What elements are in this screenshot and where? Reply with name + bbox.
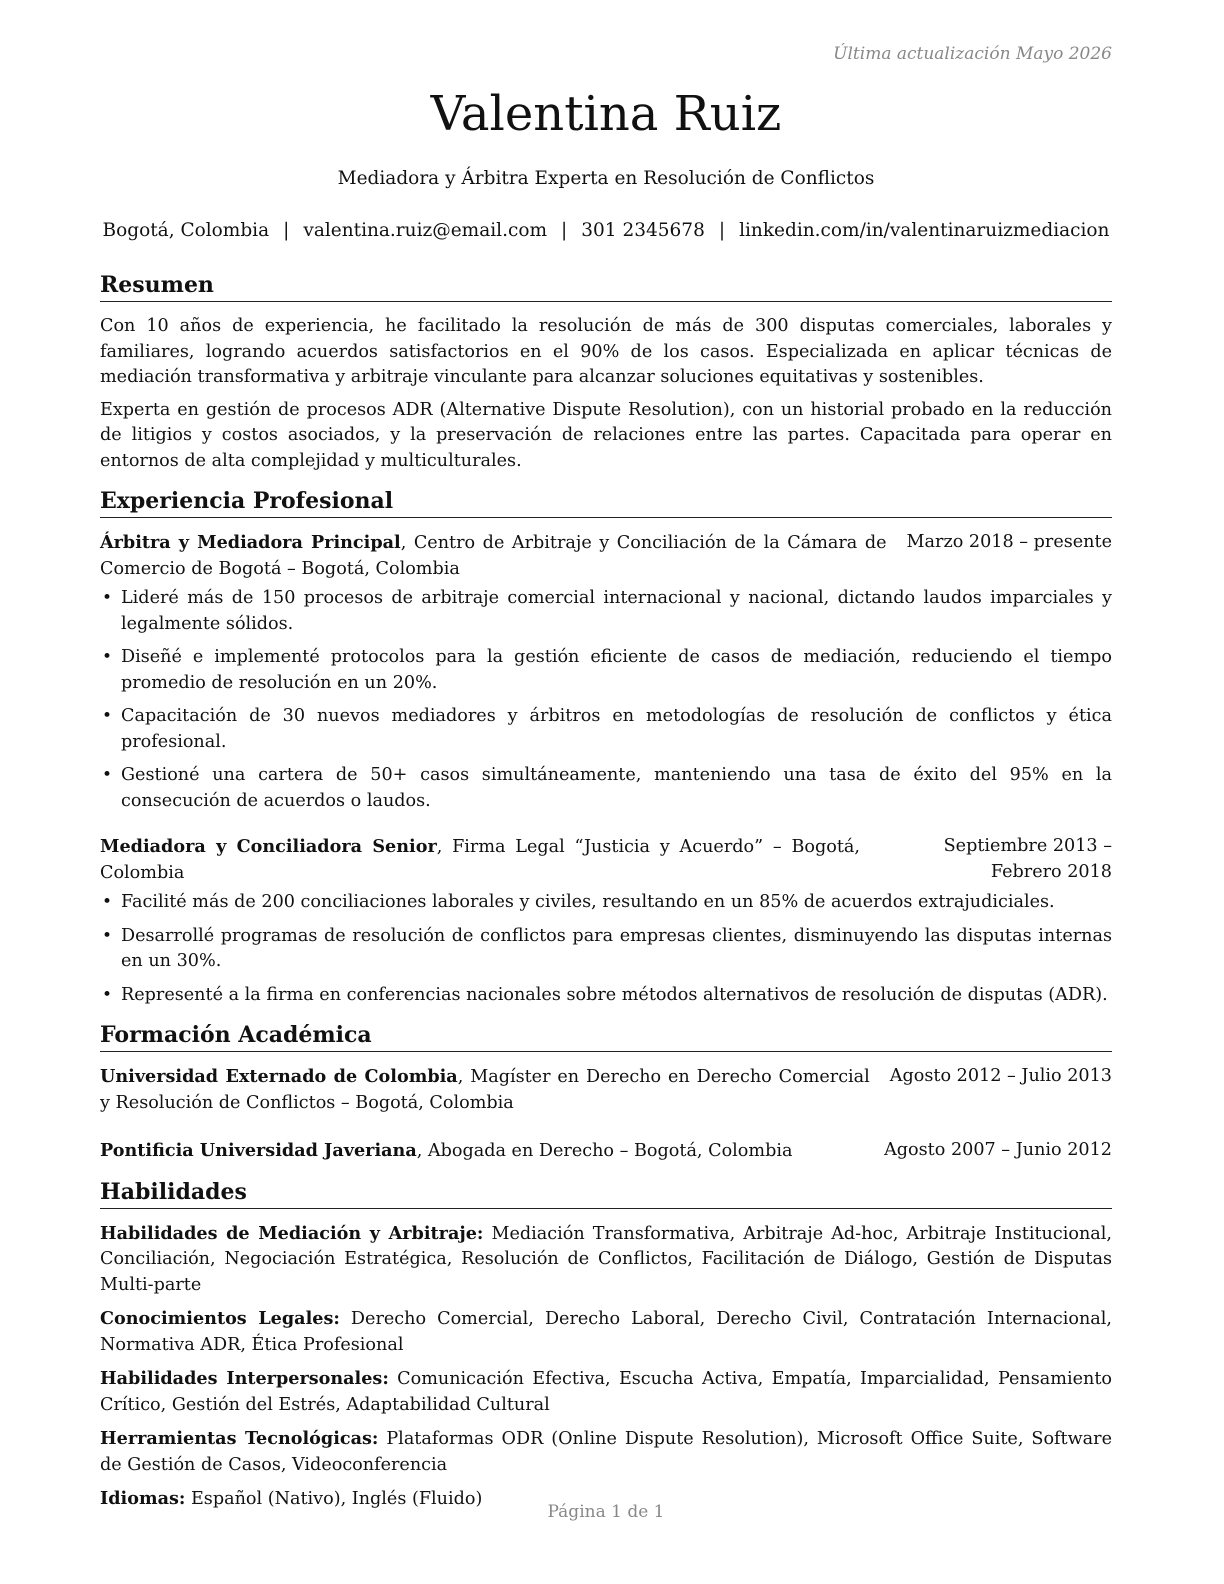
skill-group [100,1426,1112,1478]
job-organization: , Centro de Arbitraje y Conciliación de la Cámara de Comercio de Bogotá – Bogotá, Colombia [100,533,887,579]
skills-section [100,1177,1112,1513]
list-item: • Desarrollé programas de resolución de conflictos para empresas clientes, disminuyendo las disputas internas en un 30%. [100,924,1112,975]
job-dates: Marzo 2018 – presente [906,532,1112,552]
page-number: Página 1 de 1 [547,1502,665,1522]
skill-group [100,1221,1112,1299]
skill-text: Derecho Comercial, Derecho Laboral, Derecho Civil, Contratación Internacional, Normativa ADR, Ética Profesional [100,1309,1112,1355]
resume-page [100,0,1112,1584]
section-title-summary: Resumen [100,270,1112,302]
headline: Mediadora y Árbitra Experta en Resolución de Conflictos [337,168,875,189]
experience-section [100,486,1112,1008]
list-item: • Diseñé e implementé protocolos para la gestión eficiente de casos de mediación, reduciendo el tiempo promedio de resolución en un 20%. [100,645,1112,696]
job-title-line [100,834,872,886]
last-updated: Última actualización Mayo 2026 [833,44,1112,64]
contact-separator: | [561,220,568,241]
contact-email[interactable]: valentina.ruiz@email.com [303,220,548,241]
skill-text: Comunicación Efectiva, Escucha Activa, Empatía, Imparcialidad, Pensamiento Crítico, Gestión del Estrés, Adaptabilidad Cultural [100,1369,1112,1415]
job-bullets [100,890,1112,1008]
job-entry [100,834,1112,1008]
job-role: Mediadora y Conciliadora Senior [100,836,437,857]
education-dates: Agosto 2012 – Julio 2013 [889,1066,1112,1086]
skill-text: Mediación Transformativa, Arbitraje Ad-hoc, Arbitraje Institucional, Conciliación, Negociación Estratégica, Resolución de Conflictos, Facilitación de Diálogo, Gestión de Disputas Multi-parte [100,1223,1113,1295]
job-header [100,834,1112,886]
education-detail: , Magíster en Derecho en Derecho Comercial y Resolución de Conflictos – Bogotá, Colombia [100,1067,870,1113]
job-header [100,530,1112,582]
skill-label: Conocimientos Legales: [100,1308,340,1329]
education-entry [100,1064,1112,1116]
job-organization: , Firma Legal “Justicia y Acuerdo” – Bogotá, Colombia [100,837,860,883]
education-entry [100,1138,1112,1165]
list-item: • Gestioné una cartera de 50+ casos simultáneamente, manteniendo una tasa de éxito del 95% en la consecución de acuerdos o laudos. [100,763,1112,814]
skill-text: Plataformas ODR (Online Dispute Resolution), Microsoft Office Suite, Software de Gestión de Casos, Videoconferencia [100,1429,1112,1475]
education-institution: Pontificia Universidad Javeriana [100,1140,417,1161]
education-line [100,1064,890,1116]
job-title-line [100,530,907,582]
list-item: • Capacitación de 30 nuevos mediadores y árbitros en metodologías de resolución de conflictos y ética profesional. [100,704,1112,755]
list-item: • Lideré más de 150 procesos de arbitraje comercial internacional y nacional, dictando laudos imparciales y legalmente sólidos. [100,586,1112,637]
resume-content [100,270,1112,1525]
job-bullets [100,586,1112,814]
contact-linkedin[interactable]: linkedin.com/in/valentinaruizmediacion [739,220,1110,241]
education-section [100,1020,1112,1165]
section-title-experience: Experiencia Profesional [100,486,1112,518]
skill-group [100,1366,1112,1418]
education-line [100,1138,884,1165]
skill-label: Idiomas: [100,1488,186,1509]
skill-label: Habilidades Interpersonales: [100,1368,389,1389]
education-dates: Agosto 2007 – Junio 2012 [884,1140,1112,1160]
skill-text: Español (Nativo), Inglés (Fluido) [185,1489,483,1509]
summary-paragraph: Experta en gestión de procesos ADR (Alternative Dispute Resolution), con un historial probado en la reducción de litigios y costos asociados, y la preservación de relaciones entre las partes. Capacitada para operar en entornos de alta complejidad y multiculturales. [100,399,1112,471]
contact-separator: | [718,220,726,241]
section-title-education: Formación Académica [100,1020,1112,1052]
job-entry [100,530,1112,814]
summary-section [100,270,1112,474]
contact-line [100,220,1112,241]
job-role: Árbitra y Mediadora Principal [100,532,401,553]
candidate-name: Valentina Ruiz [430,86,782,142]
section-title-skills: Habilidades [100,1177,1112,1209]
education-institution: Universidad Externado de Colombia [100,1066,458,1087]
list-item: • Facilité más de 200 conciliaciones laborales y civiles, resultando en un 85% de acuerdos extrajudiciales. [100,890,1112,916]
job-dates: Septiembre 2013 – Febrero 2018 [943,836,1112,882]
summary-paragraph: Con 10 años de experiencia, he facilitado la resolución de más de 300 disputas comerciales, laborales y familiares, logrando acuerdos satisfactorios en el 90% de los casos. Especializada en aplicar técnicas de mediación transformativa y arbitraje vinculante para alcanzar soluciones equitativas y sostenibles. [100,316,1112,387]
contact-location: Bogotá, Colombia [102,220,270,241]
contact-phone: 301 2345678 [581,220,705,241]
list-item: • Representé a la firma en conferencias nacionales sobre métodos alternativos de resolución de disputas (ADR). [100,983,1112,1009]
skill-group [100,1306,1112,1358]
skill-label: Habilidades de Mediación y Arbitraje: [100,1222,484,1244]
skill-label: Herramientas Tecnológicas: [100,1428,379,1449]
education-detail: , Abogada en Derecho – Bogotá, Colombia [416,1141,793,1161]
contact-separator: | [283,220,290,241]
